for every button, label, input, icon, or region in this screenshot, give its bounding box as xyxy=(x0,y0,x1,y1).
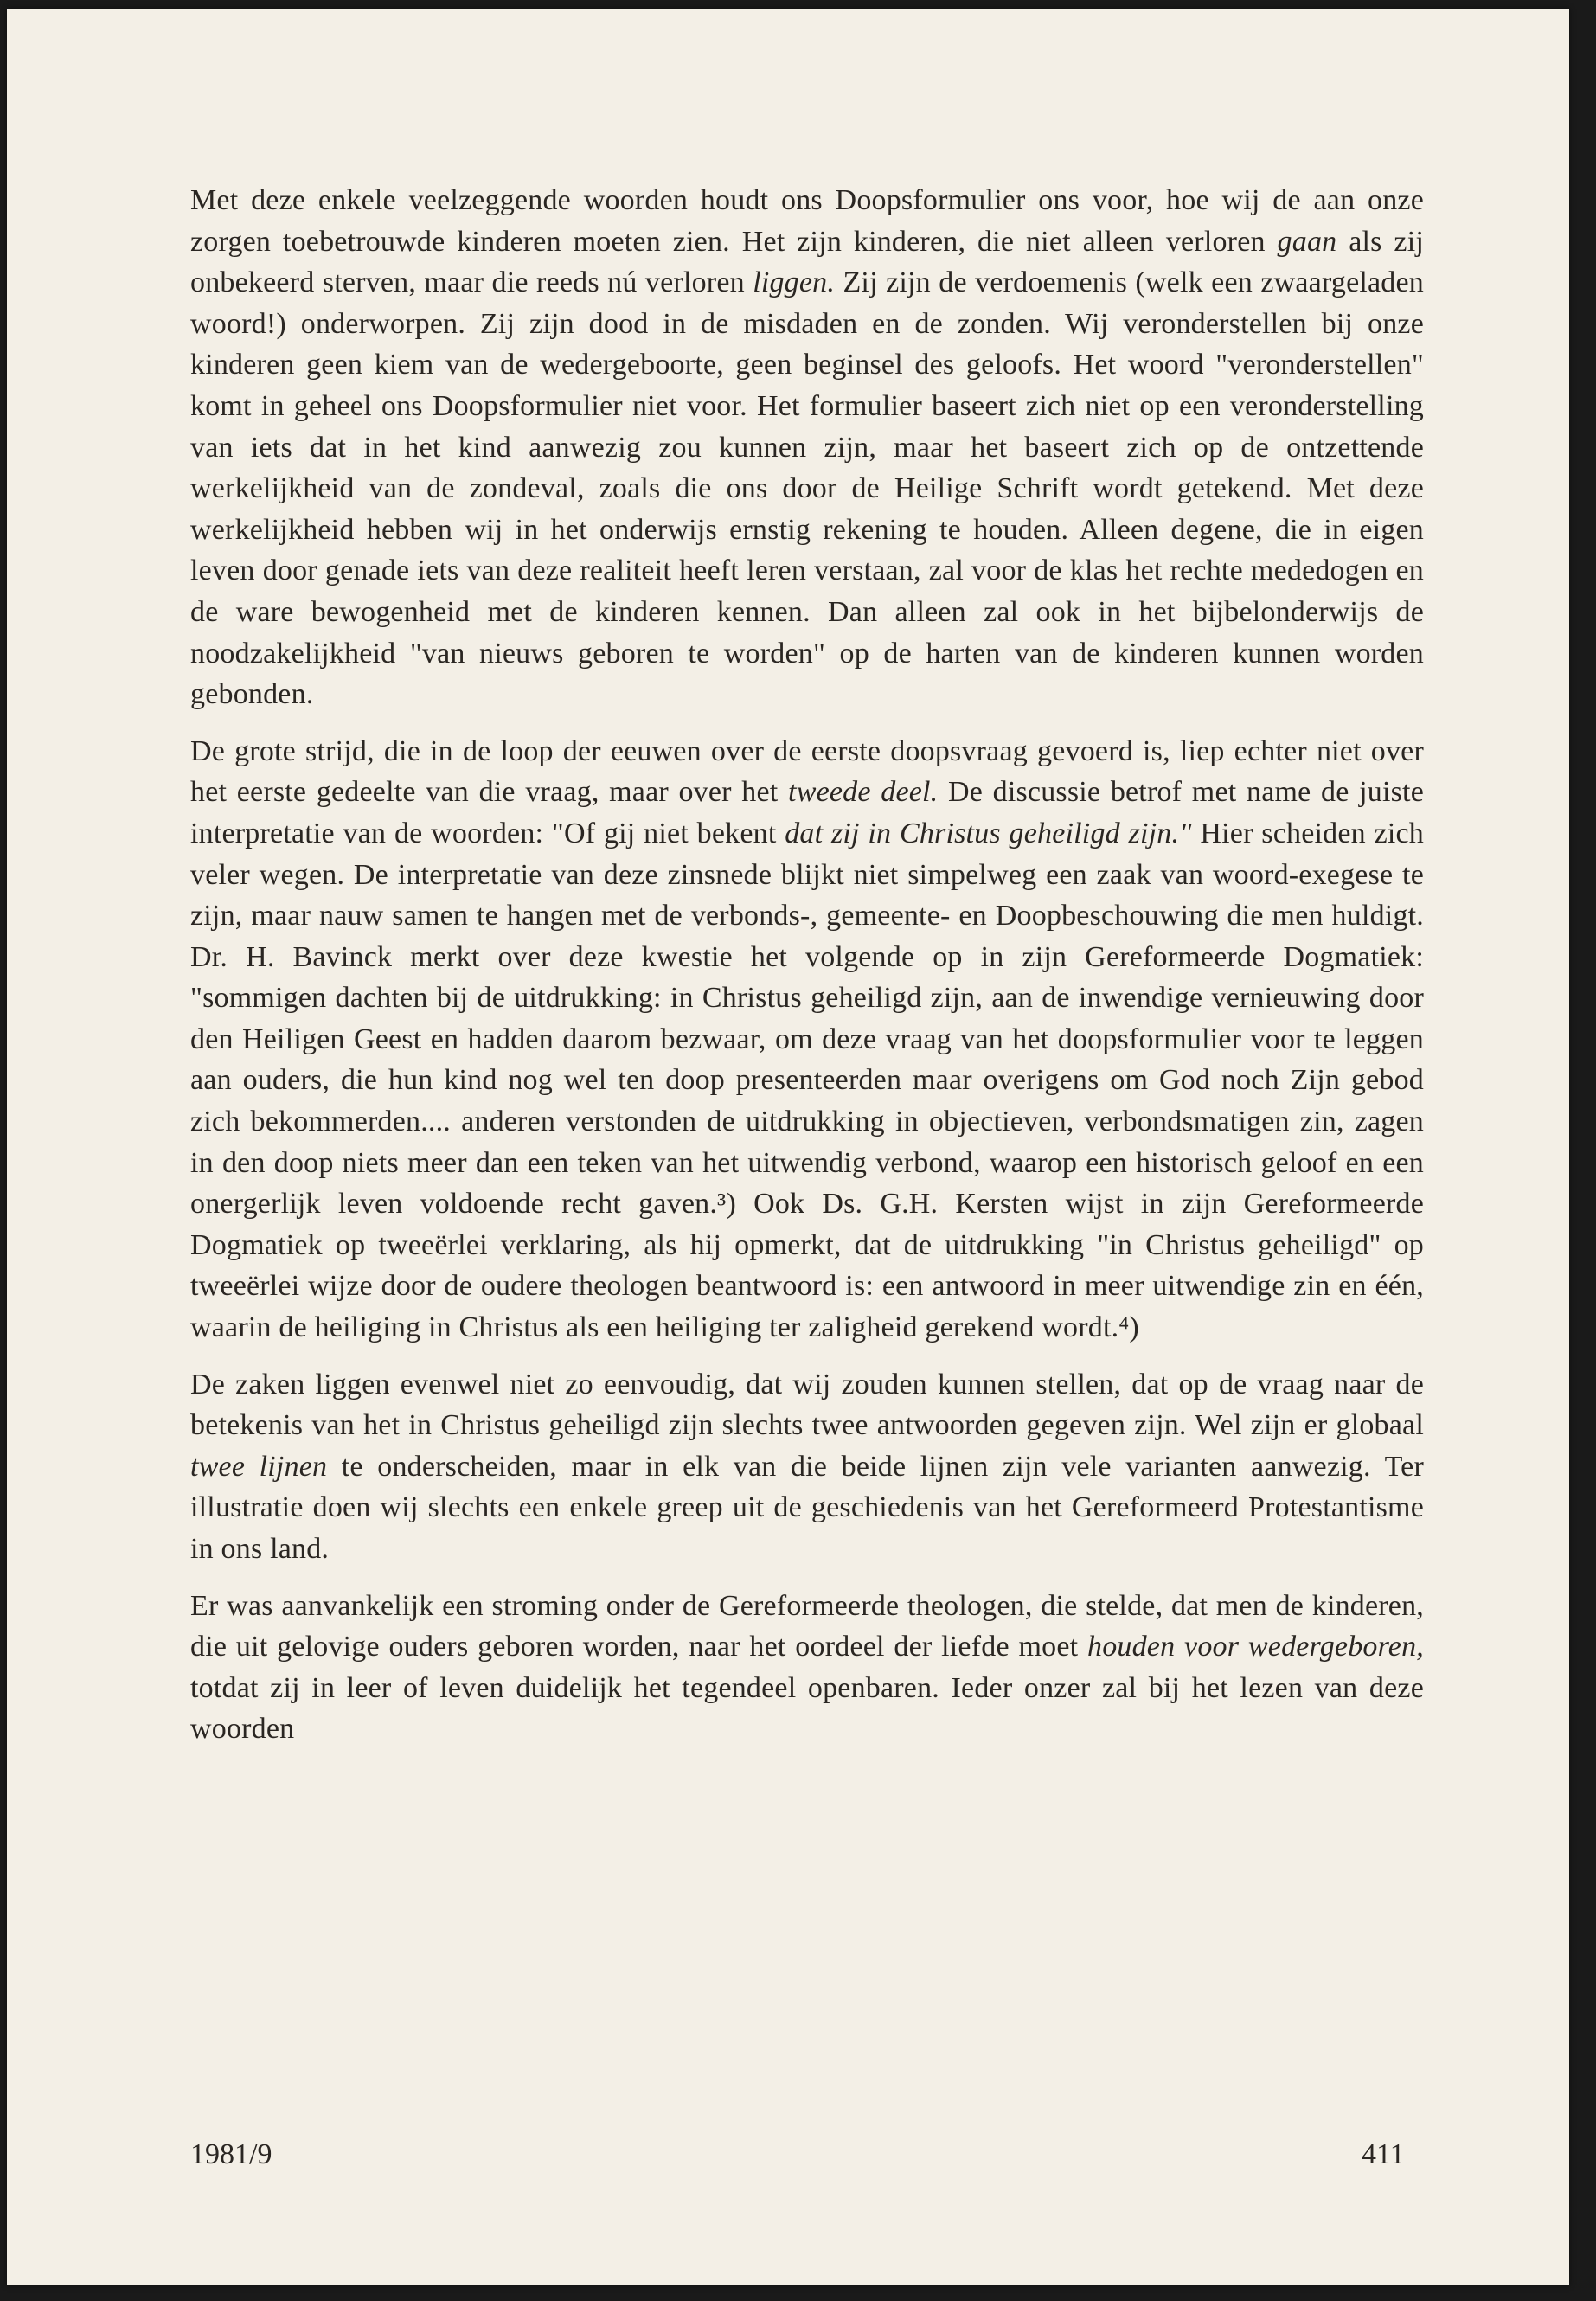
paragraph-3: De zaken liggen evenwel niet zo eenvoudig, dat wij zouden kunnen stellen, dat op de vraag naar de betekenis van het in Christus geheiligd zijn slechts twee antwoorden gegeven zijn. Wel zijn er globaal twee lijnen te onderscheiden, maar in elk van die beide lijnen zijn vele varianten aanwezig. Ter illustratie doen wij slechts een enkele greep uit de geschiedenis van het Gereformeerd Protestantisme in ons land. xyxy=(190,1368,1424,1565)
issue-number: 1981/9 xyxy=(190,2138,272,2170)
paragraph-2: De grote strijd, die in de loop der eeuwen over de eerste doopsvraag gevoerd is, liep echter niet over het eerste gedeelte van die vraag, maar over het tweede deel. De discussie betrof met name de juiste interpretatie van de woorden: "Of gij niet bekent dat zij in Christus geheiligd zijn." Hier scheiden zich veler wegen. De interpretatie van deze zinsnede blijkt niet simpelweg een zaak van woord-exegese te zijn, maar nauw samen te hangen met de verbonds-, gemeente- en Doopbeschouwing die men huldigt. Dr. H. Bavinck merkt over deze kwestie het volgende op in zijn Gereformeerde Dogmatiek: "sommigen dachten bij de uitdrukking: in Christus geheiligd zijn, aan de inwendige vernieuwing door den Heiligen Geest en hadden daarom bezwaar, om deze vraag van het doopsformulier voor te leggen aan ouders, die hun kind nog wel ten doop presenteerden maar overigens om God noch Zijn gebod zich bekommerden.... anderen verstonden de uitdrukking in objectieven, verbondsmatigen zin, zagen in den doop niets meer dan een teken van het uitwendig verbond, waarop een historisch geloof en een onergerlijk leven voldoende recht gaven.³) Ook Ds. G.H. Kersten wijst in zijn Gereformeerde Dogmatiek op tweeërlei verklaring, als hij opmerkt, dat de uitdrukking "in Christus geheiligd" op tweeërlei wijze door de oudere theologen beantwoord is: een antwoord in meer uitwendige zin en één, waarin de heiliging in Christus als een heiliging ter zaligheid gerekend wordt.⁴) xyxy=(190,734,1425,1344)
page-number: 411 xyxy=(1362,2138,1405,2170)
page xyxy=(7,9,1569,2285)
body-text xyxy=(190,180,1424,1766)
paragraph-4: Er was aanvankelijk een stroming onder de Gereformeerde theologen, die stelde, dat men de kinderen, die uit gelovige ouders geboren worden, naar het oordeel der liefde moet houden voor wedergeboren, totdat zij in leer of leven duidelijk het tegendeel openbaren. Ieder onzer zal bij het lezen van deze woorden xyxy=(190,1589,1424,1746)
paragraph-1: Met deze enkele veelzeggende woorden houdt ons Doopsformulier ons voor, hoe wij de aan onze zorgen toebetrouwde kinderen moeten zien. Het zijn kinderen, die niet alleen verloren gaan als zij onbekeerd sterven, maar die reeds nú verloren liggen. Zij zijn de verdoemenis (welk een zwaargeladen woord!) onderworpen. Zij zijn dood in de misdaden en de zonden. Wij veronderstellen bij onze kinderen geen kiem van de wedergeboorte, geen beginsel des geloofs. Het woord "veronderstellen" komt in geheel ons Doopsformulier niet voor. Het formulier baseert zich niet op een veronderstelling van iets dat in het kind aanwezig zou kunnen zijn, maar het baseert zich op de ontzettende werkelijkheid van de zondeval, zoals die ons door de Heilige Schrift wordt getekend. Met deze werkelijkheid hebben wij in het onderwijs ernstig rekening te houden. Alleen degene, die in eigen leven door genade iets van deze realiteit heeft leren verstaan, zal voor de klas het rechte mededogen en de ware bewogenheid met de kinderen kennen. Dan alleen zal ook in het bijbelonderwijs de noodzakelijkheid "van nieuws geboren te worden" op de harten van de kinderen kunnen worden gebonden. xyxy=(190,184,1425,711)
